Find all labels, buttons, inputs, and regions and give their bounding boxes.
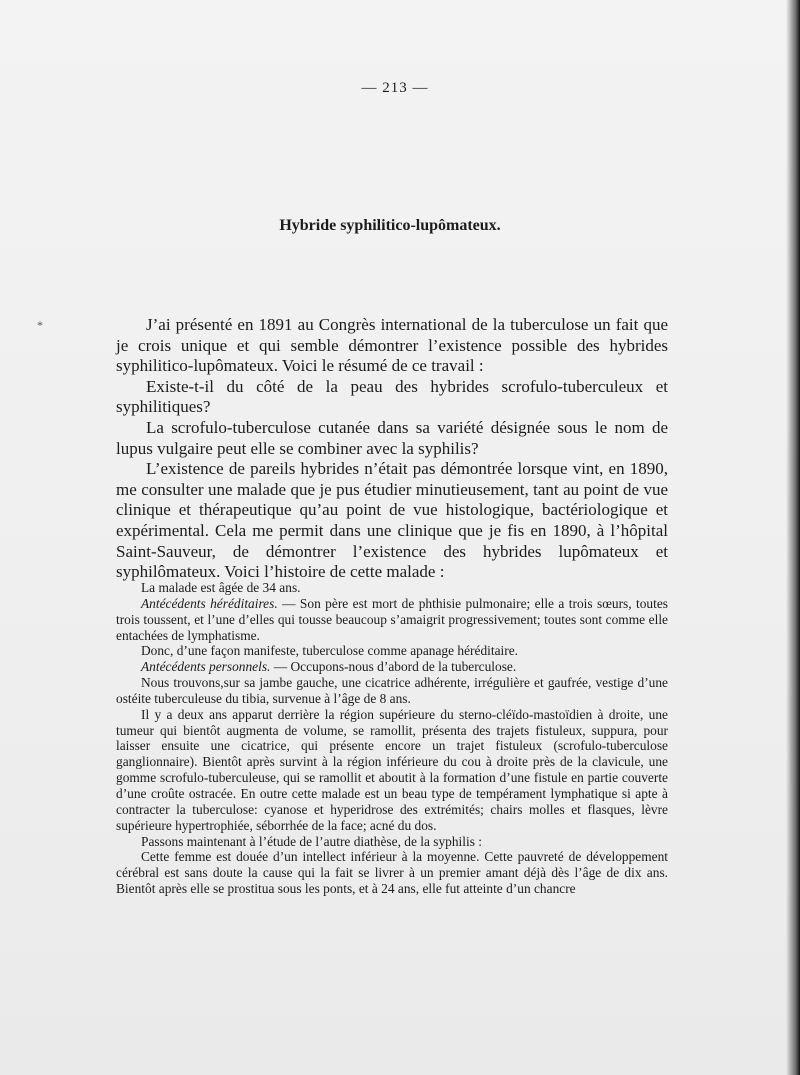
paragraph-question-2: La scrofulo-tuberculose cutanée dans sa variété désignée sous le nom de lupus vulgaire peut elle se combiner avec la syphilis? <box>116 417 668 458</box>
paragraph-question-1: Existe-t-il du côté de la peau des hybrides scrofulo-tuberculeux et syphilitiques? <box>116 376 668 417</box>
note-femme: Cette femme est douée d’un intellect inférieur à la moyenne. Cette pauvreté de développement cérébral est sans doute la cause qui la fait se livrer à un premier amant déjà dès l’âge de dix ans. Bientôt après elle se prostitua sous les ponts, et à 24 ans, elle fut atteinte d’un chancre <box>116 849 668 897</box>
note-personal-label: Antécédents personnels. <box>141 659 271 675</box>
case-history <box>116 580 668 897</box>
note-passons: Passons maintenant à l’étude de l’autre diathèse, de la syphilis : <box>141 833 482 849</box>
note-age: La malade est âgée de 34 ans. <box>141 580 301 595</box>
margin-mark: * <box>37 318 43 332</box>
note-hereditary <box>116 596 668 644</box>
note-apanage: Donc, d’une façon manifeste, tuberculose comme apanage héréditaire. <box>141 643 518 659</box>
paragraph-intro: J’ai présenté en 1891 au Congrès international de la tuberculose un fait que je crois unique et qui semble démontrer l’existence possible des hybrides syphilitico-lupômateux. Voici le résumé de ce travail : <box>116 315 668 376</box>
main-text <box>116 315 668 583</box>
note-hereditary-label: Antécédents héréditaires. <box>141 595 278 611</box>
paragraph-case-intro: L’existence de pareils hybrides n’était pas démontrée lorsque vint, en 1890, me consulter une malade que je pus étudier minutieusement, tant au point de vue clinique et thérapeutique qu’au point de vue histologique, bactériologique et expérimental. Cela me permit dans une clinique que je fis en 1890, à l’hôpital Saint-Sauveur, de démontrer l’existence des hybrides lupômateux et syphilômateux. Voici l’histoire de cette malade : <box>116 459 668 582</box>
section-title: Hybride syphilitico-lupômateux. <box>279 217 501 234</box>
page-number: — 213 — <box>361 80 429 96</box>
note-jambe: Nous trouvons,sur sa jambe gauche, une cicatrice adhérente, irrégulière et gaufrée, vestige d’une ostéite tuberculeuse du tibia, survenue à l’âge de 8 ans. <box>116 675 668 706</box>
note-deux-ans: Il y a deux ans apparut derrière la région supérieure du sterno-cléïdo-mastoïdien à droite, une tumeur qui bientôt augmenta de volume, se ramollit, présenta des trajets fistuleux, suppura, pour laisser ensuite une cicatrice, qui présente encore un trajet fistuleux (scrofulo-tuberculose ganglionnaire). Bientôt après survint à la région inférieure du cou à droite près de la clavicule, une gomme scrofulo-tuberculeuse, qui se ramollit et aboutit à la formation d’une fistule en partie couverte d’une croûte ostracée. En outre cette malade est un beau type de tempérament lymphatique si apte à contracter la tuberculose: cyanose et hyperidrose des extrémités; chairs molles et flasques, lèvre supérieure hypertrophiée, séborrhée de la face; acné du dos. <box>116 706 668 833</box>
note-personal-text: — Occupons-nous d’abord de la tuberculose. <box>270 659 517 675</box>
note-personal <box>116 659 668 675</box>
note-hereditary-text: — Son père est mort de phthisie pulmonaire; elle a trois sœurs, toutes trois toussent, et l’une d’elles qui tousse beaucoup s’amaigrit progressivement; toutes sont comme elle entachées de lymphatisme. <box>116 595 669 643</box>
